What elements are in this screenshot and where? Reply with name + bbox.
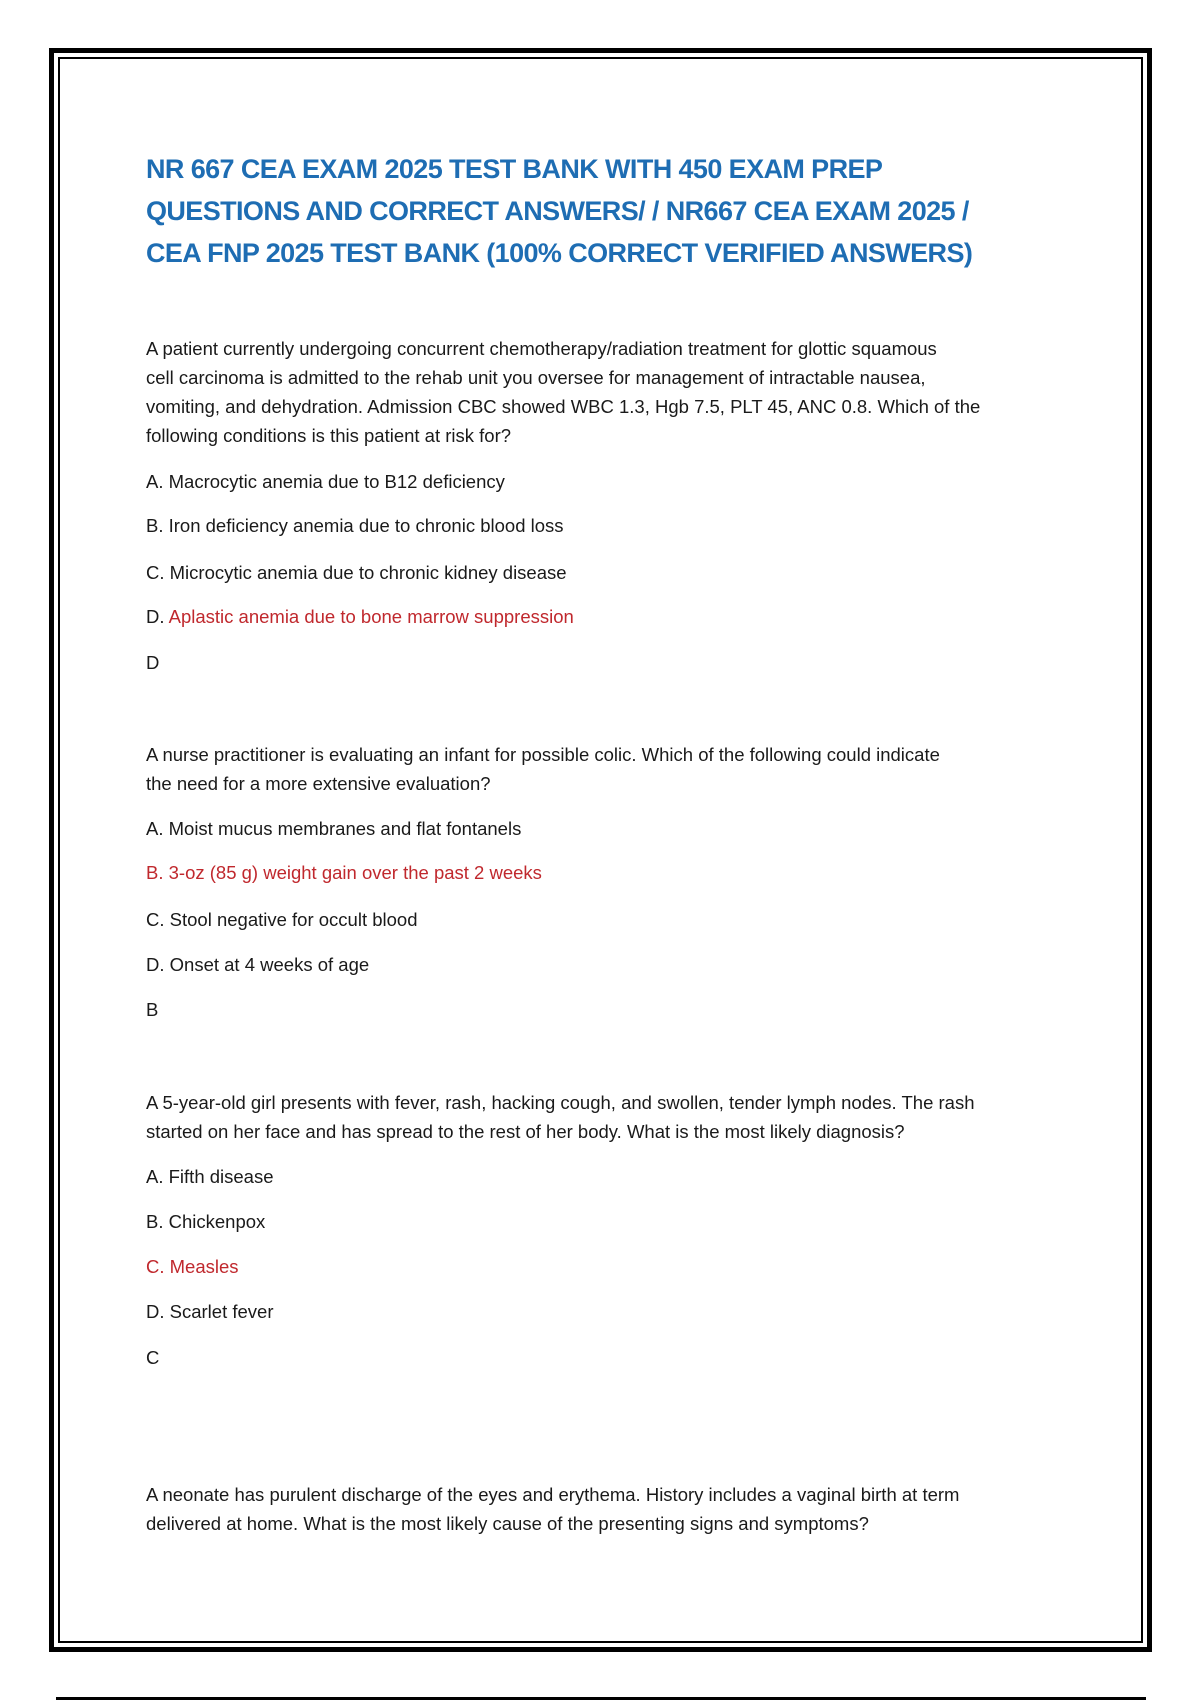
page-border [49,48,1152,1652]
question-2-text [146,740,1066,798]
option-c: C. Stool negative for occult blood [146,909,418,930]
question-line: vomiting, and dehydration. Admission CBC showed WBC 1.3, Hgb 7.5, PLT 45, ANC 0.8. Which of the [146,396,981,417]
option-c-correct: C. Measles [146,1256,239,1277]
title-line: CEA FNP 2025 TEST BANK (100% CORRECT VERIFIED ANSWERS) [146,238,973,268]
option-a: A. Fifth disease [146,1166,274,1187]
question-line: following conditions is this patient at risk for? [146,425,512,446]
question-line: A neonate has purulent discharge of the eyes and erythema. History includes a vaginal birth at term [146,1484,960,1505]
title-line: NR 667 CEA EXAM 2025 TEST BANK WITH 450 EXAM PREP [146,154,883,184]
option-d: D. Scarlet fever [146,1301,274,1322]
answer-key: C [146,1347,160,1368]
option-a: A. Moist mucus membranes and flat fontanels [146,818,522,839]
document-title [146,148,1066,274]
question-1-text [146,334,1066,450]
question-line: delivered at home. What is the most likely cause of the presenting signs and symptoms? [146,1513,869,1534]
option-d: D. Onset at 4 weeks of age [146,954,370,975]
question-line: A nurse practitioner is evaluating an infant for possible colic. Which of the following could indicate [146,744,940,765]
question-line: A 5-year-old girl presents with fever, rash, hacking cough, and swollen, tender lymph nodes. The rash [146,1092,975,1113]
option-c: C. Microcytic anemia due to chronic kidney disease [146,562,567,583]
question-line: started on her face and has spread to the rest of her body. What is the most likely diagnosis? [146,1121,905,1142]
question-3-text [146,1088,1066,1146]
title-line: QUESTIONS AND CORRECT ANSWERS/ / NR667 CEA EXAM 2025 / [146,196,969,226]
question-line: the need for a more extensive evaluation? [146,773,491,794]
option-d-correct: D. Aplastic anemia due to bone marrow suppression [146,606,574,627]
page-border-inner [58,57,1143,1643]
option-b-correct: B. 3-oz (85 g) weight gain over the past 2 weeks [146,862,542,883]
answer-key: B [146,999,159,1020]
option-b: B. Chickenpox [146,1211,266,1232]
question-4-text [146,1480,1066,1538]
answer-key: D [146,652,160,673]
option-b: B. Iron deficiency anemia due to chronic blood loss [146,515,564,536]
option-a: A. Macrocytic anemia due to B12 deficiency [146,471,505,492]
question-line: A patient currently undergoing concurrent chemotherapy/radiation treatment for glottic squamous [146,338,937,359]
question-line: cell carcinoma is admitted to the rehab unit you oversee for management of intractable nausea, [146,367,926,388]
